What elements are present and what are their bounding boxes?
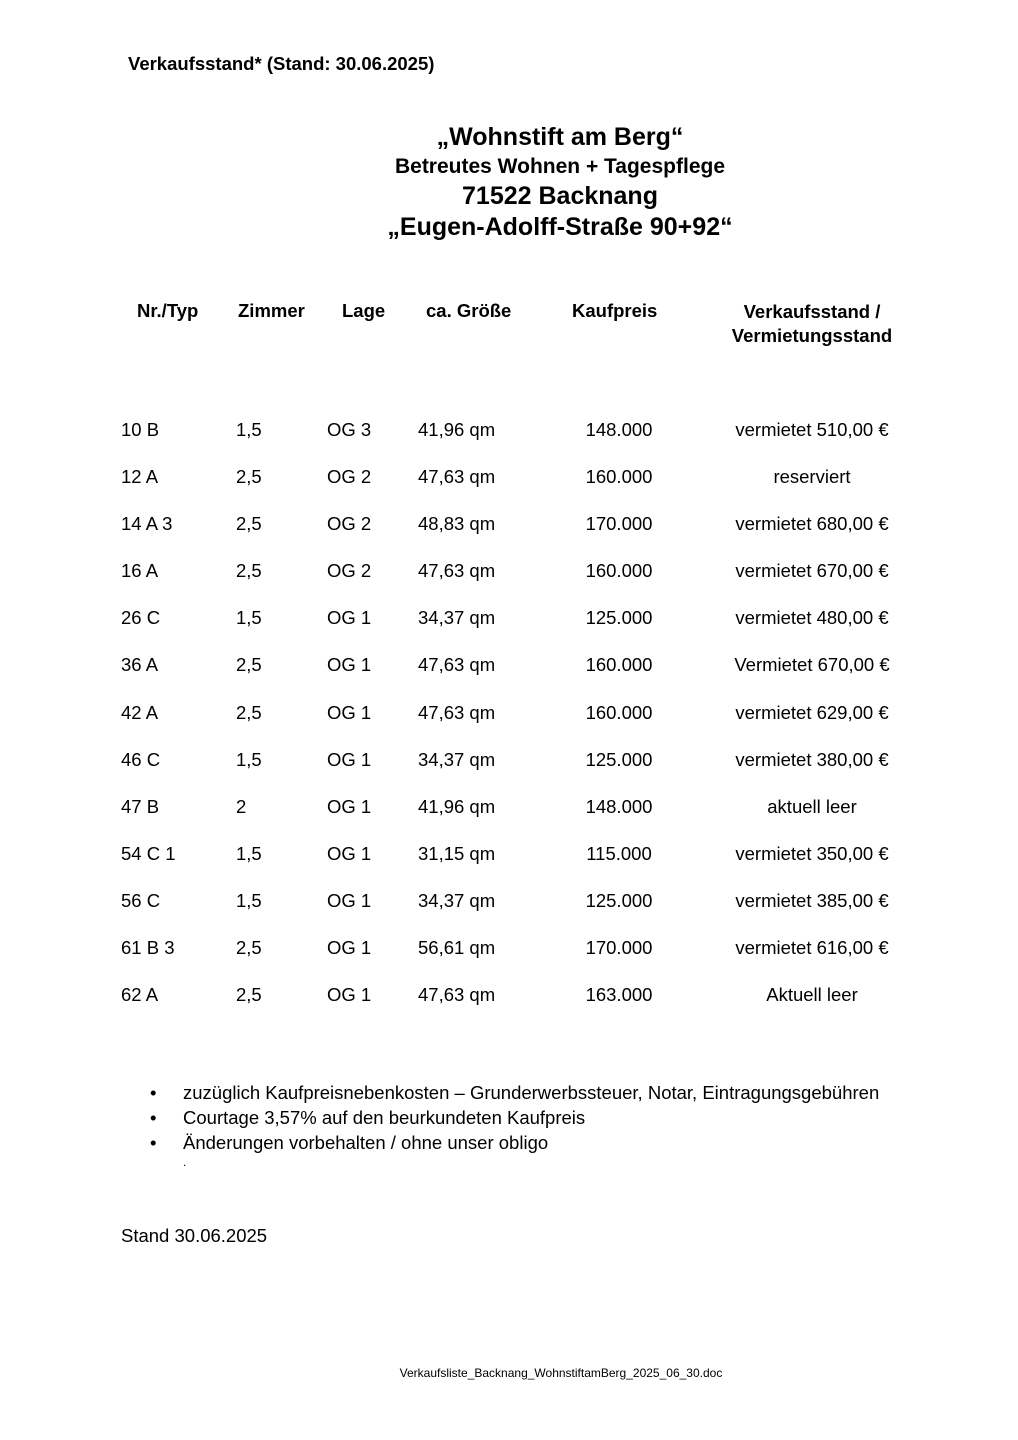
table-row: [0, 878, 1018, 925]
cell-zimmer: 2,5: [236, 984, 262, 1006]
cell-groesse: 47,63 qm: [418, 466, 496, 488]
table-row: [0, 407, 1018, 454]
cell-status: vermietet 510,00 €: [735, 419, 889, 440]
cell-zimmer: 2,5: [236, 937, 262, 959]
cell-kaufpreis: 125.000: [585, 889, 653, 911]
cell-status: Vermietet 670,00 €: [734, 654, 890, 676]
cell-lage: OG 1: [327, 701, 372, 723]
header-nr-typ: Nr./Typ: [137, 300, 199, 321]
cell-zimmer: 1,5: [236, 842, 262, 864]
header-status-line2: Vermietungsstand: [731, 325, 893, 346]
cell-lage: OG 1: [327, 889, 372, 911]
table-row: [0, 784, 1018, 831]
cell-zimmer: 1,5: [236, 748, 262, 770]
cell-nr: 61 B 3: [121, 937, 175, 959]
cell-groesse: 47,63 qm: [418, 560, 496, 582]
cell-status: vermietet 680,00 €: [735, 513, 889, 535]
cell-status: Aktuell leer: [766, 984, 858, 1006]
note-text: zuzüglich Kaufpreisnebenkosten – Grunderwerbssteuer, Notar, Eintragungsgebühren: [183, 1082, 880, 1103]
cell-lage: OG 1: [327, 984, 372, 1006]
cell-groesse: 41,96 qm: [418, 419, 496, 440]
cell-lage: OG 1: [327, 654, 372, 676]
cell-nr: 10 B: [121, 419, 160, 440]
title-address: „Eugen-Adolff-Straße 90+92“: [387, 213, 733, 241]
cell-zimmer: 1,5: [236, 889, 262, 911]
bullet-icon: •: [150, 1082, 157, 1103]
note-item: [150, 1080, 879, 1105]
footer-filename: Verkaufsliste_Backnang_WohnstiftamBerg_2025_06_30.doc: [399, 1366, 723, 1380]
cell-zimmer: 1,5: [236, 419, 262, 440]
cell-status: vermietet 385,00 €: [735, 889, 889, 911]
table-row: [0, 454, 1018, 501]
cell-nr: 62 A: [121, 984, 159, 1006]
table-row: [0, 501, 1018, 548]
cell-zimmer: 2,5: [236, 560, 262, 582]
cell-groesse: 47,63 qm: [418, 984, 496, 1006]
header-status-line1: Verkaufsstand /: [743, 301, 881, 322]
cell-nr: 26 C: [121, 607, 161, 629]
stand-date: Stand 30.06.2025: [121, 1225, 268, 1246]
stray-dot: .: [183, 1155, 187, 1169]
cell-kaufpreis: 125.000: [585, 748, 653, 770]
table-row: [0, 972, 1018, 1019]
cell-groesse: 34,37 qm: [418, 607, 496, 629]
cell-lage: OG 1: [327, 607, 372, 629]
header-zimmer: Zimmer: [238, 300, 305, 321]
cell-zimmer: 2,5: [236, 466, 262, 488]
cell-kaufpreis: 148.000: [585, 795, 653, 817]
note-item: [150, 1130, 879, 1155]
cell-status: vermietet 629,00 €: [735, 701, 889, 723]
cell-groesse: 41,96 qm: [418, 795, 496, 817]
cell-groesse: 56,61 qm: [418, 937, 496, 959]
header-status: [712, 300, 912, 348]
header-kaufpreis: Kaufpreis: [572, 300, 658, 321]
cell-nr: 54 C 1: [121, 842, 176, 864]
cell-nr: 14 A 3: [121, 513, 173, 535]
cell-status: vermietet 480,00 €: [735, 607, 889, 629]
note-text: Änderungen vorbehalten / ohne unser obligo: [183, 1132, 549, 1153]
table-row: [0, 690, 1018, 737]
title-subtitle: Betreutes Wohnen + Tagespflege: [394, 155, 726, 178]
title-city: 71522 Backnang: [462, 182, 658, 210]
cell-status: vermietet 350,00 €: [735, 842, 889, 864]
cell-kaufpreis: 160.000: [585, 466, 653, 488]
header-groesse: ca. Größe: [426, 300, 512, 321]
cell-zimmer: 2,5: [236, 701, 262, 723]
cell-nr: 16 A: [121, 560, 159, 582]
header-lage: Lage: [342, 300, 386, 321]
title-project-name: „Wohnstift am Berg“: [436, 123, 684, 151]
cell-kaufpreis: 125.000: [585, 607, 653, 629]
table-row: [0, 831, 1018, 878]
cell-groesse: 47,63 qm: [418, 654, 496, 676]
cell-nr: 36 A: [121, 654, 159, 676]
cell-nr: 56 C: [121, 889, 161, 911]
table-row: [0, 595, 1018, 642]
cell-kaufpreis: 160.000: [585, 654, 653, 676]
cell-lage: OG 2: [327, 513, 372, 535]
cell-groesse: 48,83 qm: [418, 513, 496, 535]
cell-kaufpreis: 115.000: [586, 842, 652, 864]
bullet-icon: •: [150, 1132, 157, 1153]
table-row: [0, 737, 1018, 784]
cell-lage: OG 1: [327, 937, 372, 959]
cell-zimmer: 2,5: [236, 513, 262, 535]
cell-status: vermietet 616,00 €: [735, 937, 889, 959]
cell-nr: 42 A: [121, 701, 159, 723]
cell-groesse: 34,37 qm: [418, 748, 496, 770]
cell-nr: 47 B: [121, 795, 160, 817]
bullet-icon: •: [150, 1107, 157, 1128]
cell-kaufpreis: 160.000: [585, 701, 653, 723]
cell-status: vermietet 380,00 €: [735, 748, 889, 770]
table-row: [0, 642, 1018, 689]
cell-kaufpreis: 163.000: [585, 984, 653, 1006]
cell-status: reserviert: [773, 466, 851, 488]
cell-groesse: 34,37 qm: [418, 889, 496, 911]
cell-kaufpreis: 170.000: [585, 513, 653, 535]
document-title-block: [0, 122, 1018, 243]
cell-lage: OG 1: [327, 795, 372, 817]
cell-lage: OG 1: [327, 748, 372, 770]
status-date-heading: Verkaufsstand* (Stand: 30.06.2025): [128, 53, 435, 74]
table-row: [0, 925, 1018, 972]
cell-groesse: 47,63 qm: [418, 701, 496, 723]
apartment-table: [0, 407, 1018, 1019]
table-row: [0, 548, 1018, 595]
cell-kaufpreis: 170.000: [585, 937, 653, 959]
cell-nr: 12 A: [121, 466, 159, 488]
cell-nr: 46 C: [121, 748, 161, 770]
cell-lage: OG 2: [327, 560, 372, 582]
cell-groesse: 31,15 qm: [418, 842, 496, 864]
cell-kaufpreis: 148.000: [585, 419, 653, 440]
cell-lage: OG 2: [327, 466, 372, 488]
cell-lage: OG 1: [327, 842, 372, 864]
cell-status: vermietet 670,00 €: [735, 560, 889, 582]
cell-lage: OG 3: [327, 419, 372, 440]
note-item: [150, 1105, 879, 1130]
cell-zimmer: 1,5: [236, 607, 262, 629]
cell-zimmer: 2,5: [236, 654, 262, 676]
notes-list: [150, 1080, 879, 1155]
cell-status: aktuell leer: [767, 795, 857, 817]
cell-kaufpreis: 160.000: [585, 560, 653, 582]
note-text: Courtage 3,57% auf den beurkundeten Kaufpreis: [183, 1107, 586, 1128]
cell-zimmer: 2: [236, 795, 247, 817]
